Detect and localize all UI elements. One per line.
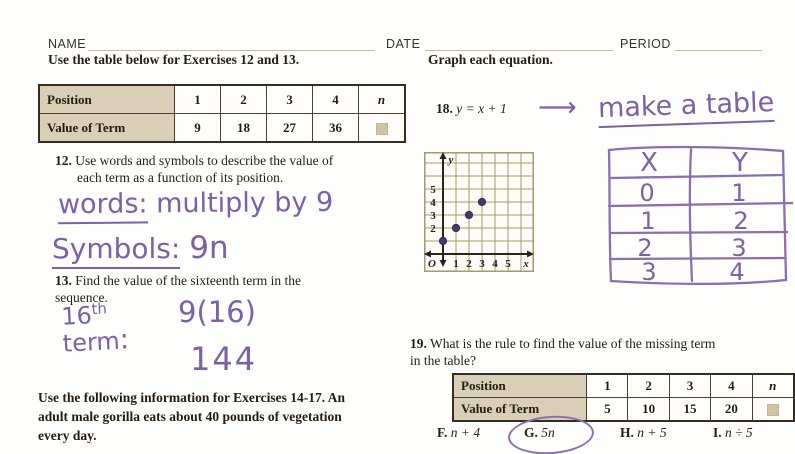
exercise-13-text-line2: sequence.	[55, 290, 108, 305]
exercise-12-text-line2: each term as a function of its position.	[77, 170, 284, 185]
table-cell: 20	[711, 398, 752, 422]
missing-term-square-icon	[767, 404, 779, 416]
handwritten-note-text: make a table	[598, 87, 775, 128]
info-line3: every day.	[38, 428, 97, 443]
table-cell: 3	[669, 374, 710, 398]
handwritten-ordinal: 16th	[60, 299, 108, 331]
x-axis-label: x	[523, 258, 529, 270]
table-cell: 4	[313, 85, 359, 114]
svg-text:5: 5	[505, 258, 511, 270]
choice-F: F. n + 4	[437, 425, 481, 440]
hand-table-lines	[609, 147, 793, 284]
handwritten-words-value: multiply by 9	[155, 186, 334, 220]
data-point	[439, 237, 446, 244]
exercise-table-12-13	[38, 84, 406, 143]
exercise-18	[436, 100, 507, 117]
data-point	[452, 224, 459, 231]
name-blank-line	[88, 36, 375, 51]
handwritten-xy-table	[597, 140, 793, 292]
svg-text:3: 3	[430, 210, 436, 222]
name-label: NAME	[48, 37, 87, 51]
exercise-12	[55, 152, 400, 186]
origin-label: O	[428, 258, 436, 270]
y-axis-label: y	[448, 154, 454, 166]
choice-I: I. n ÷ 5	[713, 425, 753, 440]
choice-G: G. 5n	[524, 425, 555, 440]
exercise-13-number: 13.	[55, 273, 72, 288]
info-exercises-14-17	[38, 388, 408, 445]
handwritten-answer-13-result: 144	[190, 340, 258, 378]
table-row	[39, 114, 405, 143]
svg-text:2: 2	[466, 258, 472, 270]
exercise-19-number: 19.	[410, 336, 427, 351]
table-cell: 36	[313, 114, 359, 143]
table-cell: 10	[628, 398, 669, 422]
table-row	[453, 374, 794, 398]
svg-text:Y: Y	[732, 148, 748, 178]
table-cell-n: n	[359, 85, 406, 114]
table-header-value: Value of Term	[39, 114, 175, 143]
exercise-18-equation: y = x + 1	[456, 101, 507, 116]
handwritten-note-18	[597, 86, 775, 125]
info-line1: Use the following information for Exercises 14-17. An	[38, 390, 345, 405]
exercise-19-text-line1: What is the rule to find the value of the missing term	[430, 336, 716, 351]
svg-text:2: 2	[733, 207, 749, 235]
svg-text:4: 4	[492, 258, 498, 270]
svg-text:1: 1	[453, 258, 459, 270]
choice-H: H. n + 5	[620, 425, 667, 440]
long-right-arrow-icon: ⟶	[538, 92, 577, 123]
handwritten-answer-12-symbols	[52, 230, 229, 266]
handwritten-symbols-value: 9n	[189, 230, 229, 266]
svg-text:3: 3	[641, 258, 657, 286]
exercise-12-text-line1: Use words and symbols to describe the value of	[75, 153, 334, 168]
table-row	[39, 85, 405, 114]
left-section-instruction: Use the table below for Exercises 12 and 13.	[48, 52, 300, 67]
svg-text:5: 5	[430, 184, 436, 196]
period-blank-line	[675, 36, 762, 51]
svg-text:3: 3	[731, 234, 747, 262]
table-cell: 27	[267, 114, 313, 143]
handwritten-answer-13-expression: 9(16)	[178, 295, 256, 329]
missing-term-square-icon	[376, 123, 388, 135]
data-point	[465, 211, 472, 218]
table-cell: 3	[267, 85, 313, 114]
table-header-value: Value of Term	[453, 398, 587, 422]
table-cell: 4	[711, 374, 752, 398]
handwritten-term-word: term:	[62, 322, 130, 358]
exercise-18-number: 18.	[436, 101, 453, 116]
table-cell-n: n	[752, 374, 794, 398]
date-label: DATE	[386, 37, 421, 51]
svg-text:2: 2	[637, 234, 653, 262]
exercise-19	[410, 335, 790, 369]
info-line2: adult male gorilla eats about 40 pounds of vegetation	[38, 409, 342, 424]
svg-text:4: 4	[729, 258, 745, 286]
data-point	[478, 198, 485, 205]
handwritten-words-label: words:	[58, 188, 148, 224]
table-header-position: Position	[453, 374, 587, 398]
table-cell: 1	[175, 85, 221, 114]
hand-table-text	[637, 148, 748, 286]
exercise-table-19	[452, 373, 795, 422]
table-cell: 2	[221, 85, 267, 114]
period-label: PERIOD	[620, 37, 671, 51]
svg-text:1: 1	[640, 207, 656, 235]
table-cell-missing	[752, 398, 794, 422]
right-section-instruction: Graph each equation.	[428, 52, 553, 67]
table-row	[453, 398, 794, 422]
handwritten-symbols-label: Symbols:	[52, 232, 180, 269]
handwritten-answer-13-label	[61, 300, 130, 356]
table-cell: 9	[175, 114, 221, 143]
svg-text:1: 1	[731, 179, 747, 207]
table-cell: 2	[628, 374, 669, 398]
svg-text:3: 3	[479, 258, 485, 270]
exercise-13-text-line1: Find the value of the sixteenth term in the	[75, 273, 301, 288]
svg-text:2: 2	[430, 223, 436, 235]
svg-text:4: 4	[430, 197, 436, 209]
date-blank-line	[425, 36, 613, 51]
handwritten-answer-12-words	[57, 186, 334, 221]
table-cell-missing	[359, 114, 406, 143]
table-header-position: Position	[39, 85, 175, 114]
exercise-12-number: 12.	[55, 153, 72, 168]
svg-text:X: X	[640, 148, 658, 178]
coordinate-grid-graph	[424, 152, 534, 272]
table-cell: 5	[587, 398, 628, 422]
table-cell: 1	[587, 374, 628, 398]
exercise-19-text-line2: in the table?	[410, 353, 476, 368]
svg-text:0: 0	[639, 179, 655, 207]
table-cell: 15	[669, 398, 710, 422]
table-cell: 18	[221, 114, 267, 143]
